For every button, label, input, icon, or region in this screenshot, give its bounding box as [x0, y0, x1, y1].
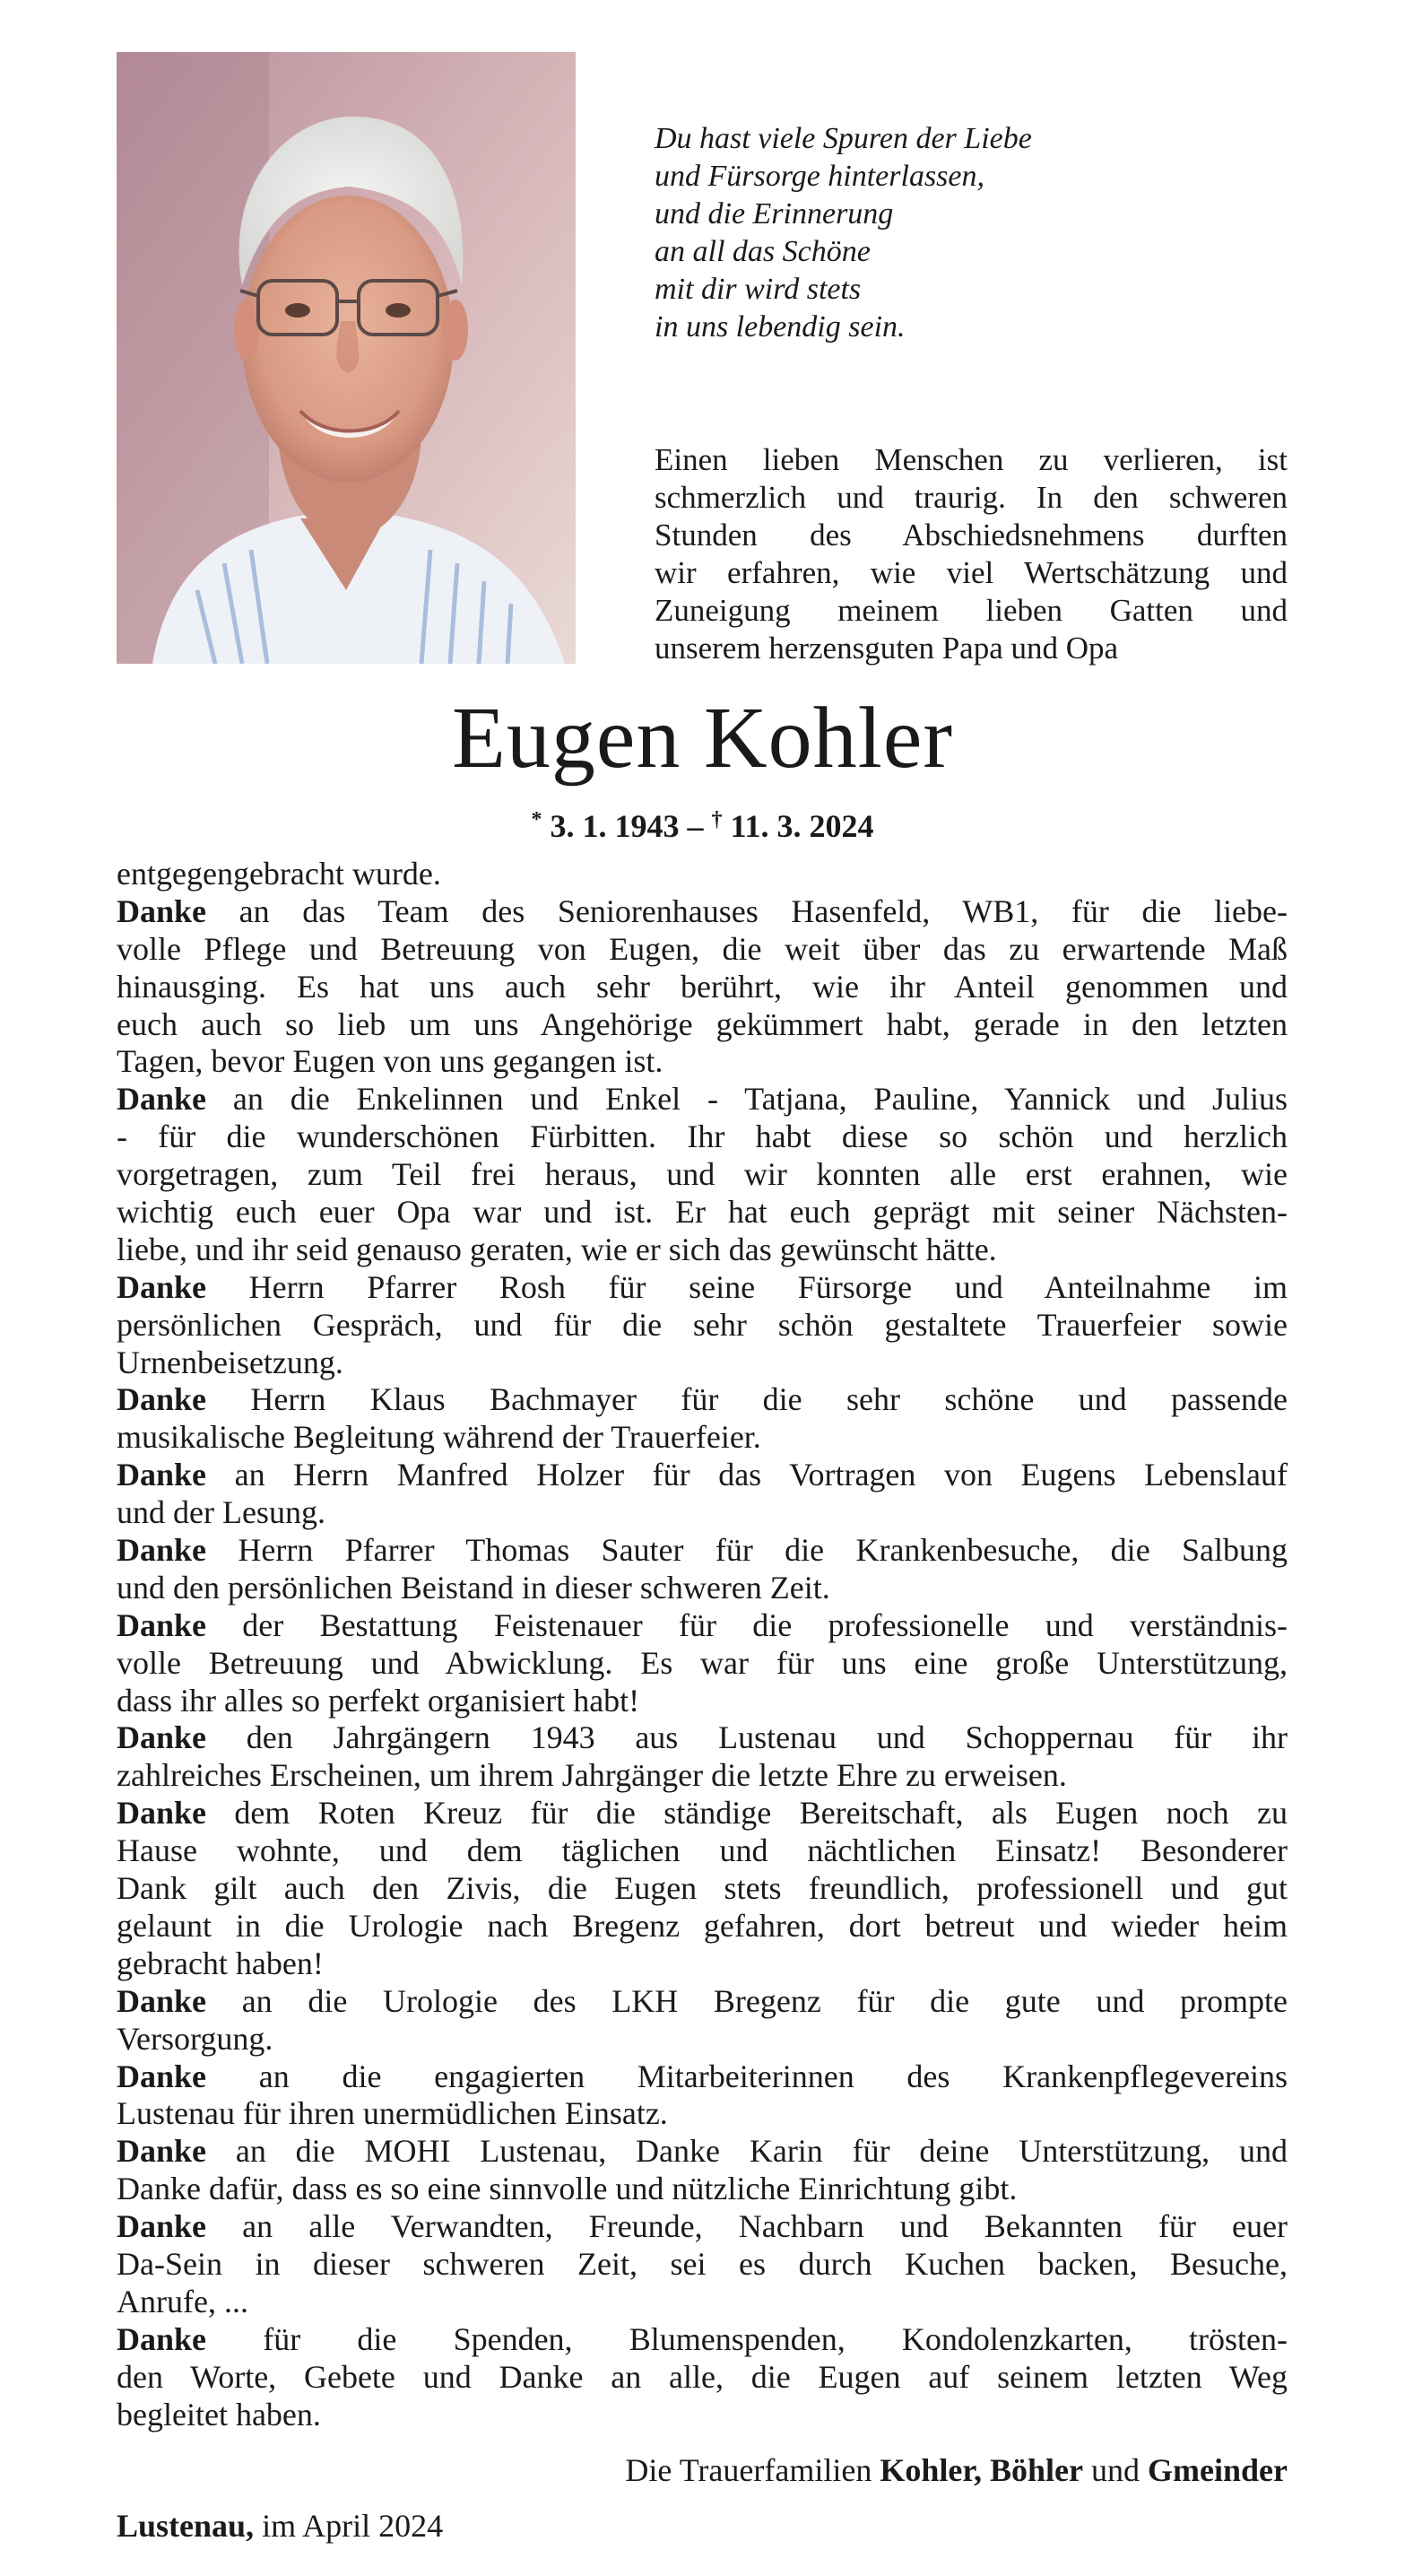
date-separator: – — [687, 808, 704, 844]
body-line — [117, 2321, 1288, 2359]
thanks-text — [117, 856, 1288, 2433]
intro-line: unserem herzensguten Papa und Opa — [655, 631, 1119, 666]
body-line-text: Dank gilt auch den Zivis, die Eugen stets freundlich, professionell und gut — [117, 1870, 1288, 1907]
body-line-text: Herrn Klaus Bachmayer für die sehr schöne und passende — [206, 1381, 1288, 1418]
body-line-text: an die engagierten Mitarbeiterinnen des Krankenpflegevereins — [206, 2058, 1288, 2094]
family-name: Gmeinder — [1148, 2452, 1288, 2488]
body-line — [117, 2133, 1288, 2171]
body-line — [117, 1419, 1288, 1457]
danke-lead: Danke — [117, 1719, 207, 1756]
body-line — [117, 1043, 1288, 1081]
body-line-text: dem Roten Kreuz für die ständige Bereitschaft, als Eugen noch zu — [206, 1795, 1288, 1832]
body-line — [117, 1719, 1288, 1757]
body-line — [117, 2284, 1288, 2321]
family-name: Böhler — [990, 2452, 1084, 2488]
body-line-text: an alle Verwandten, Freunde, Nachbarn und Bekannten für euer — [206, 2208, 1288, 2245]
body-line-text: Hause wohnte, und dem täglichen und nächtlichen Einsatz! Besonderer — [117, 1832, 1288, 1869]
body-line — [117, 1269, 1288, 1307]
portrait-image — [117, 52, 576, 664]
body-line-text: und der Lesung. — [117, 1494, 325, 1531]
body-line-text: Lustenau für ihren unermüdlichen Einsatz. — [117, 2095, 668, 2132]
body-line — [117, 2246, 1288, 2284]
body-line — [117, 1570, 1288, 1607]
body-line — [117, 931, 1288, 969]
danke-lead: Danke — [117, 2133, 207, 2170]
poem — [655, 120, 1336, 346]
poem-line: an all das Schöne — [655, 235, 871, 268]
body-line — [117, 2171, 1288, 2208]
body-line — [117, 856, 1288, 893]
place-date — [117, 2506, 443, 2546]
body-line-text: Anrufe, ... — [117, 2283, 248, 2319]
body-line-text: Urnenbeisetzung. — [117, 1344, 343, 1380]
body-line-text: Danke dafür, dass es so eine sinnvolle und nützliche Einrichtung gibt. — [117, 2171, 1018, 2207]
poem-line: Du hast viele Spuren der Liebe — [655, 122, 1032, 155]
body-line-text: an die Enkelinnen und Enkel - Tatjana, Pauline, Yannick und Julius — [206, 1081, 1288, 1118]
body-line-text: an das Team des Seniorenhauses Hasenfeld, WB1, für die liebe- — [206, 892, 1288, 929]
body-line — [117, 1156, 1288, 1194]
body-line-text: - für die wunderschönen Fürbitten. Ihr habt diese so schön und herzlich — [117, 1118, 1288, 1155]
death-date: 11. 3. 2024 — [730, 808, 874, 844]
body-line — [117, 2021, 1288, 2058]
birth-date: 3. 1. 1943 — [550, 808, 680, 844]
body-line-text: gelaunt in die Urologie nach Bregenz gefahren, dort betreut und wieder heim — [117, 1907, 1288, 1944]
body-line — [117, 1006, 1288, 1044]
danke-lead: Danke — [117, 1606, 207, 1643]
body-line — [117, 2397, 1288, 2434]
body-line-text: vorgetragen, zum Teil frei heraus, und wir konnten alle erst erahnen, wie — [117, 1156, 1288, 1193]
danke-lead: Danke — [117, 1081, 207, 1118]
body-line-text: und den persönlichen Beistand in dieser schweren Zeit. — [117, 1569, 830, 1606]
body-line — [117, 1645, 1288, 1683]
body-line-text: der Bestattung Feistenauer für die professionelle und verständnis- — [206, 1606, 1288, 1643]
danke-lead: Danke — [117, 2320, 207, 2357]
death-mark: † — [711, 808, 723, 831]
body-line — [117, 1870, 1288, 1908]
body-line — [117, 1795, 1288, 1832]
poem-line: in uns lebendig sein. — [655, 310, 906, 344]
danke-lead: Danke — [117, 1532, 207, 1569]
body-line-text: euch auch so lieb um uns Angehörige gekümmert habt, gerade in den letzten — [117, 1005, 1288, 1042]
body-line — [117, 2208, 1288, 2246]
body-line — [117, 1231, 1288, 1269]
danke-lead: Danke — [117, 1795, 207, 1832]
body-line — [117, 1307, 1288, 1345]
body-line-text: musikalische Begleitung während der Trauerfeier. — [117, 1419, 761, 1456]
body-line — [117, 1118, 1288, 1156]
body-line — [117, 1908, 1288, 1945]
body-line-text: wichtig euch euer Opa war und ist. Er hat euch geprägt mit seiner Nächsten- — [117, 1194, 1288, 1231]
body-line-text: persönlichen Gespräch, und für die sehr schön gestaltete Trauerfeier sowie — [117, 1306, 1288, 1343]
body-line-text: zahlreiches Erscheinen, um ihrem Jahrgänger die letzte Ehre zu erweisen. — [117, 1757, 1067, 1794]
intro-line: Stunden des Abschiedsnehmens durften — [655, 518, 1288, 553]
poem-line: und Fürsorge hinterlassen, — [655, 160, 985, 193]
body-line — [117, 1345, 1288, 1382]
body-line-text: hinausging. Es hat uns auch sehr berührt, wie ihr Anteil genommen und — [117, 968, 1288, 1005]
danke-lead: Danke — [117, 892, 207, 929]
body-line — [117, 893, 1288, 931]
danke-lead: Danke — [117, 1982, 207, 2019]
body-line — [117, 1081, 1288, 1118]
signature-prefix: Die Trauerfamilien — [625, 2452, 880, 2488]
body-line-text: den Worte, Gebete und Danke an alle, die Eugen auf seinem letzten Weg — [117, 2358, 1288, 2395]
signature-connector: und — [1083, 2452, 1149, 2488]
intro-paragraph — [655, 441, 1288, 667]
body-line — [117, 1945, 1288, 1983]
place-city: Lustenau, — [117, 2508, 255, 2544]
body-line-text: liebe, und ihr seid genauso geraten, wie er sich das gewünscht hätte. — [117, 1231, 997, 1267]
body-line-text: gebracht haben! — [117, 1945, 324, 1981]
intro-line: wir erfahren, wie viel Wertschätzung und — [655, 555, 1288, 590]
body-line — [117, 1757, 1288, 1795]
family-name: Kohler, — [880, 2452, 983, 2488]
poem-line: mit dir wird stets — [655, 273, 862, 306]
body-line-text: an die MOHI Lustenau, Danke Karin für deine Unterstützung, und — [206, 2133, 1288, 2170]
intro-line: schmerzlich und traurig. In den schweren — [655, 480, 1288, 515]
poem-line: und die Erinnerung — [655, 197, 894, 231]
body-line-text: den Jahrgängern 1943 aus Lustenau und Schoppernau für ihr — [206, 1719, 1288, 1756]
body-line — [117, 1832, 1288, 1870]
danke-lead: Danke — [117, 1268, 207, 1305]
portrait-photo — [117, 52, 576, 664]
body-line-text: volle Betreuung und Abwicklung. Es war für uns eine große Unterstützung, — [117, 1644, 1288, 1681]
body-line-text: entgegengebracht wurde. — [117, 856, 441, 892]
body-line — [117, 1381, 1288, 1419]
danke-lead: Danke — [117, 1457, 207, 1493]
body-line-text: dass ihr alles so perfekt organisiert habt! — [117, 1682, 640, 1719]
place-date-text: im April 2024 — [254, 2508, 444, 2544]
body-line-text: für die Spenden, Blumenspenden, Kondolenzkarten, trösten- — [206, 2320, 1288, 2357]
body-line-text: Herrn Pfarrer Thomas Sauter für die Krankenbesuche, die Salbung — [206, 1532, 1288, 1569]
intro-line: Einen lieben Menschen zu verlieren, ist — [655, 442, 1288, 477]
body-line — [117, 969, 1288, 1006]
birth-mark: * — [531, 808, 542, 831]
body-line — [117, 2095, 1288, 2133]
life-dates — [0, 800, 1405, 846]
body-line-text: Da-Sein in dieser schweren Zeit, sei es durch Kuchen backen, Besuche, — [117, 2245, 1288, 2282]
body-line — [117, 1607, 1288, 1645]
body-line-text: volle Pflege und Betreuung von Eugen, die weit über das zu erwartende Maß — [117, 930, 1288, 967]
danke-lead: Danke — [117, 1381, 207, 1418]
body-line — [117, 1457, 1288, 1494]
body-line-text: Versorgung. — [117, 2020, 273, 2057]
body-line-text: an die Urologie des LKH Bregenz für die gute und prompte — [206, 1982, 1288, 2019]
body-line-text: Herrn Pfarrer Rosh für seine Fürsorge und Anteilnahme im — [206, 1268, 1288, 1305]
body-line-text: begleitet haben. — [117, 2396, 321, 2432]
body-line — [117, 2058, 1288, 2096]
intro-line: Zuneigung meinem lieben Gatten und — [655, 593, 1288, 628]
danke-lead: Danke — [117, 2058, 207, 2094]
body-line — [117, 1532, 1288, 1570]
body-line — [117, 1494, 1288, 1532]
body-line-text: an Herrn Manfred Holzer für das Vortragen von Eugens Lebenslauf — [206, 1457, 1288, 1493]
body-line — [117, 1683, 1288, 1720]
deceased-name: Eugen Kohler — [452, 690, 953, 787]
body-line-text: Tagen, bevor Eugen von uns gegangen ist. — [117, 1043, 663, 1080]
danke-lead: Danke — [117, 2208, 207, 2245]
signature — [625, 2450, 1288, 2490]
body-line — [117, 1983, 1288, 2021]
body-line — [117, 2359, 1288, 2397]
body-line — [117, 1194, 1288, 1231]
